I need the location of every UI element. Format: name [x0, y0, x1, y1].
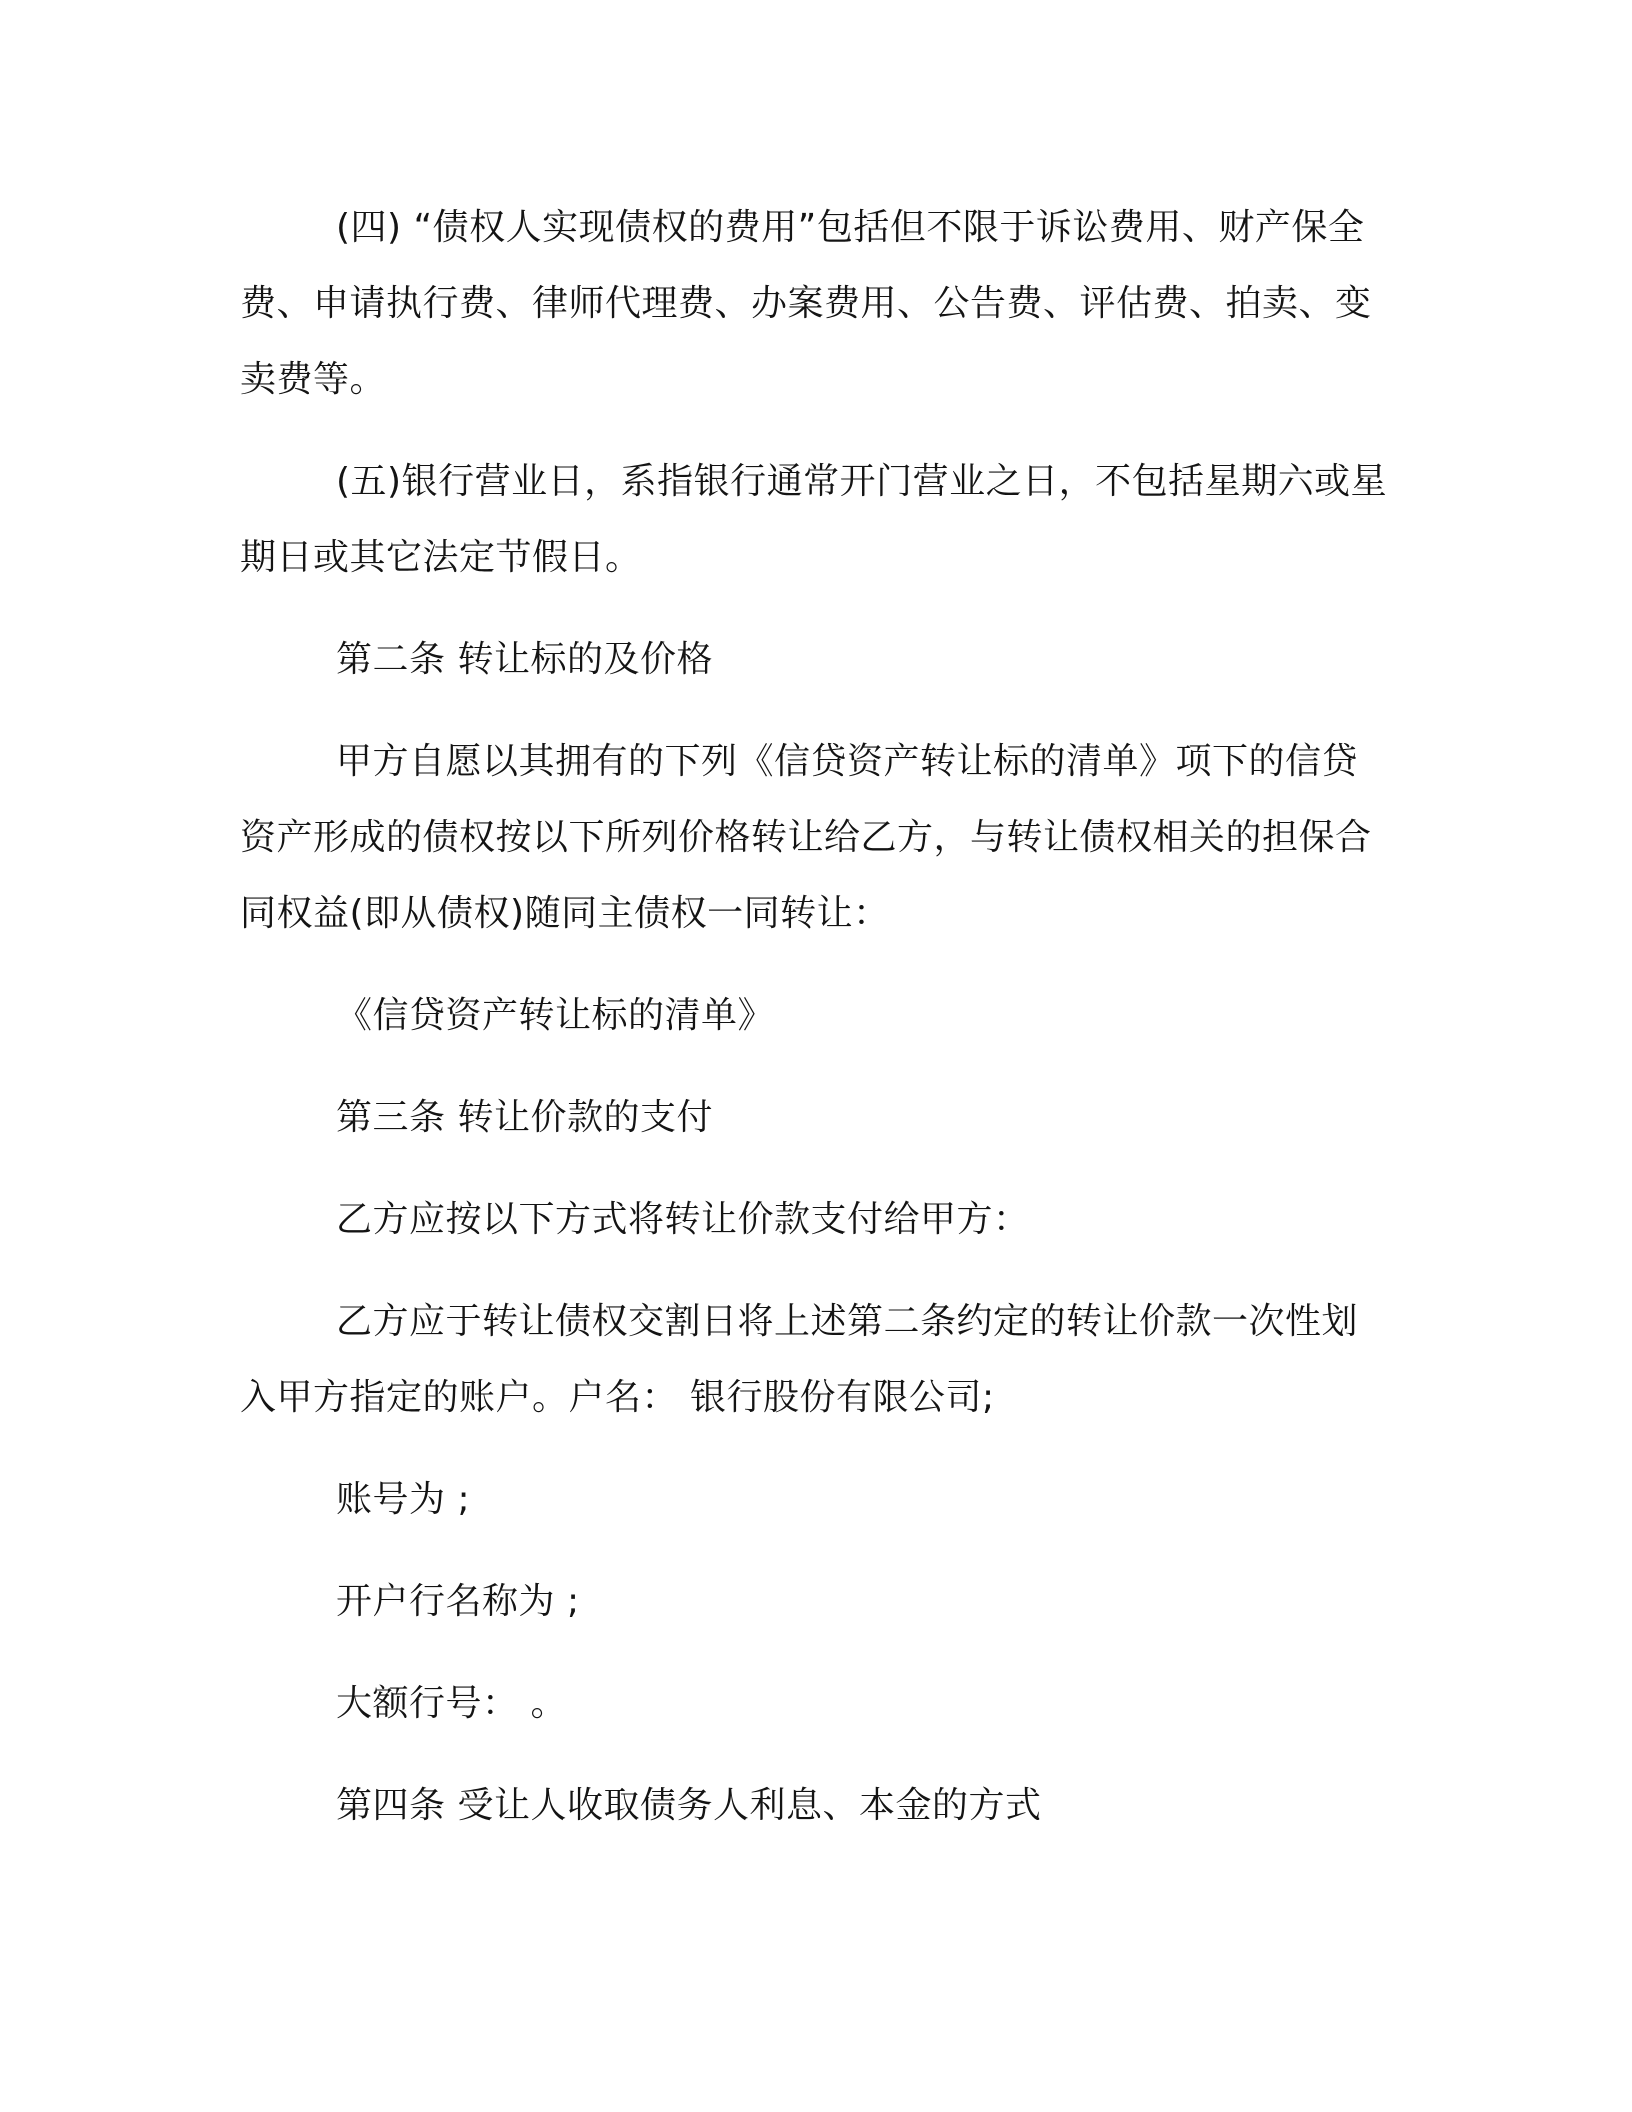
transfer-list-title: 《信贷资产转让标的清单》	[336, 995, 775, 1036]
document-body	[240, 190, 1390, 1844]
account-number-line: 账号为 ;	[336, 1479, 471, 1520]
clause-4-creditor-costs: (四) “债权人实现债权的费用”包括但不限于诉讼费用、财产保全费、申请执行费、律师代理费、办案费用、公告费、评估费、拍卖、变卖费等。	[240, 207, 1372, 400]
article-4-heading: 第四条 受让人收取债务人利息、本金的方式	[336, 1785, 1042, 1826]
large-payment-number-line: 大额行号： 。	[336, 1683, 567, 1724]
bank-name-line: 开户行名称为 ;	[336, 1581, 580, 1622]
payment-method-intro: 乙方应按以下方式将转让价款支付给甲方：	[336, 1199, 1030, 1240]
payment-account-clause: 乙方应于转让债权交割日将上述第二条约定的转让价款一次性划入甲方指定的账户。户名： 银行股份有限公司;	[240, 1301, 1359, 1418]
clause-5-bank-business-day: (五)银行营业日，系指银行通常开门营业之日，不包括星期六或星期日或其它法定节假日。	[240, 461, 1388, 578]
article-2-body: 甲方自愿以其拥有的下列《信贷资产转让标的清单》项下的信贷资产形成的债权按以下所列价格转让给乙方，与转让债权相关的担保合同权益(即从债权)随同主债权一同转让：	[240, 741, 1372, 934]
article-2-heading: 第二条 转让标的及价格	[336, 639, 713, 680]
article-3-heading: 第三条 转让价款的支付	[336, 1097, 713, 1138]
